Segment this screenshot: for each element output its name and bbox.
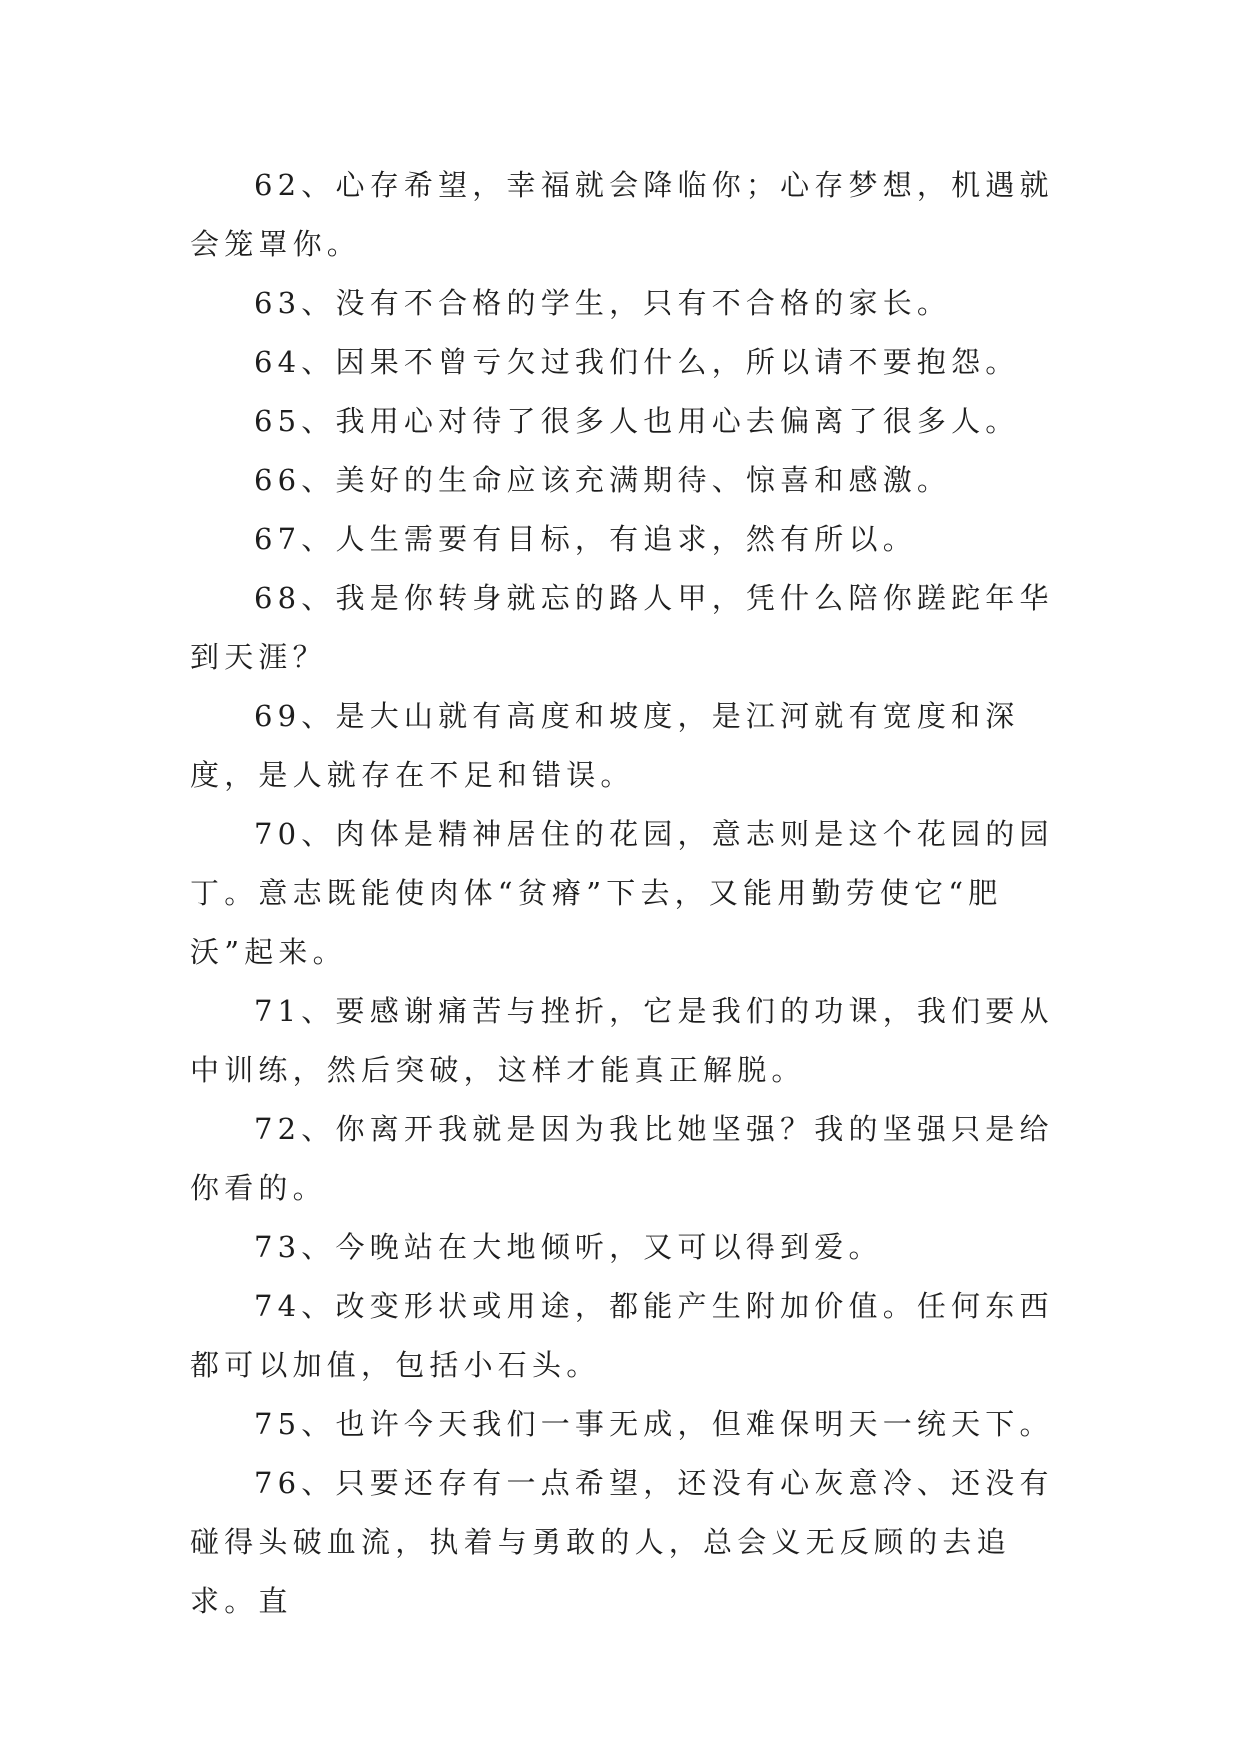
paragraph-76: 76、只要还存有一点希望，还没有心灰意冷、还没有碰得头破血流，执着与勇敢的人，总会义无反顾的去追求。直 — [190, 1466, 1054, 1618]
paragraph-75: 75、也许今天我们一事无成，但难保明天一统天下。 — [254, 1407, 1054, 1441]
paragraph-74: 74、改变形状或用途，都能产生附加价值。任何东西都可以加值，包括小石头。 — [190, 1289, 1054, 1382]
paragraph-64: 64、因果不曾亏欠过我们什么，所以请不要抱怨。 — [254, 345, 1020, 379]
paragraph-68: 68、我是你转身就忘的路人甲，凭什么陪你蹉跎年华到天涯？ — [190, 581, 1054, 674]
paragraph-65: 65、我用心对待了很多人也用心去偏离了很多人。 — [254, 404, 1020, 438]
document-body — [190, 156, 1060, 1631]
paragraph-66: 66、美好的生命应该充满期待、惊喜和感激。 — [254, 463, 952, 497]
paragraph-67: 67、人生需要有目标，有追求，然有所以。 — [254, 522, 917, 556]
paragraph-73: 73、今晚站在大地倾听，又可以得到爱。 — [254, 1230, 883, 1264]
paragraph-70: 70、肉体是精神居住的花园，意志则是这个花园的园丁。意志既能使肉体“贫瘠”下去，又能用勤劳使它“肥沃”起来。 — [190, 817, 1054, 969]
paragraph-62: 62、心存希望，幸福就会降临你；心存梦想，机遇就会笼罩你。 — [190, 168, 1054, 261]
paragraph-71: 71、要感谢痛苦与挫折，它是我们的功课，我们要从中训练，然后突破，这样才能真正解脱。 — [190, 994, 1054, 1087]
paragraph-69: 69、是大山就有高度和坡度，是江河就有宽度和深度，是人就存在不足和错误。 — [190, 699, 1020, 792]
paragraph-63: 63、没有不合格的学生，只有不合格的家长。 — [254, 286, 952, 320]
paragraph-72: 72、你离开我就是因为我比她坚强？我的坚强只是给你看的。 — [190, 1112, 1054, 1205]
